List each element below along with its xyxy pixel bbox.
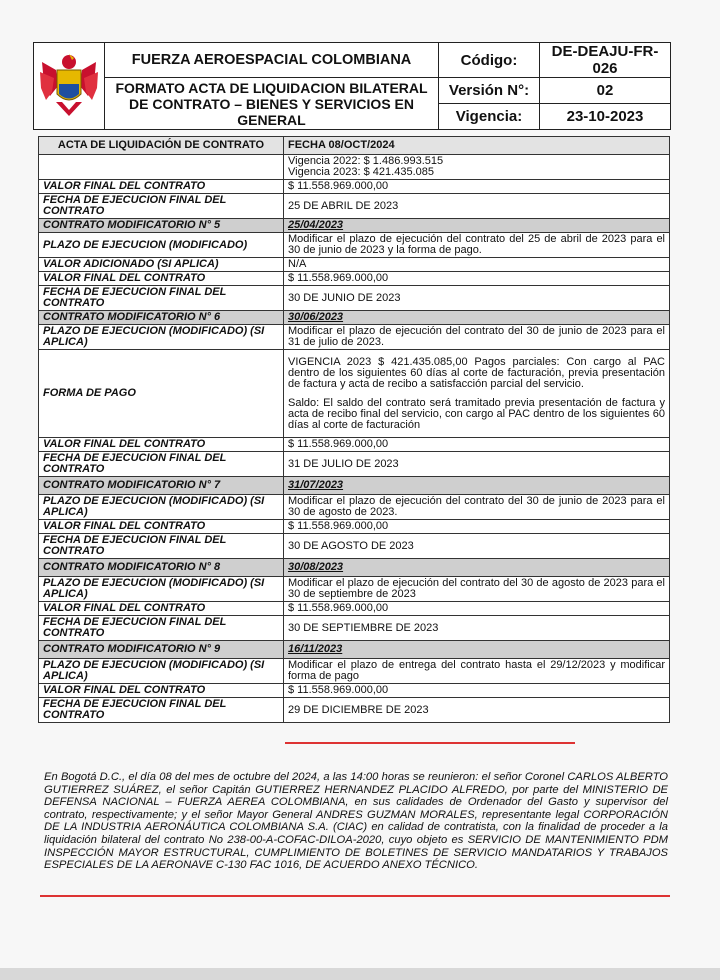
row-label: VALOR FINAL DEL CONTRATO: [39, 180, 284, 194]
row-value: $ 11.558.969.000,00: [284, 602, 670, 616]
table-row: [39, 219, 670, 233]
row-value: 30/06/2023: [284, 311, 670, 325]
form-title: FORMATO ACTA DE LIQUIDACION BILATERAL DE CONTRATO – BIENES Y SERVICIOS EN GENERAL: [105, 78, 439, 130]
forma-pago-saldo: Saldo: El saldo del contrato será tramitado previa presentación de factura y acta de recibo final del servicio, con cargo al PAC dentro de los siguientes 60 días al corte de facturación: [288, 396, 665, 431]
table-row: [39, 194, 670, 219]
document-header: [33, 42, 671, 130]
table-row: [39, 180, 670, 194]
row-label: FECHA DE EJECUCION FINAL DEL CONTRATO: [39, 452, 284, 477]
row-value: 30 DE AGOSTO DE 2023: [284, 534, 670, 559]
row-label: PLAZO DE EJECUCION (MODIFICADO) (SI APLICA): [39, 659, 284, 684]
table-row: [39, 684, 670, 698]
row-value: $ 11.558.969.000,00: [284, 180, 670, 194]
table-row: [39, 477, 670, 495]
row-label: FORMA DE PAGO: [39, 350, 284, 438]
row-label: VALOR FINAL DEL CONTRATO: [39, 438, 284, 452]
row-value: $ 11.558.969.000,00: [284, 272, 670, 286]
row-label: VALOR FINAL DEL CONTRATO: [39, 520, 284, 534]
table-row: [39, 325, 670, 350]
row-value: Modificar el plazo de ejecución del contrato del 25 de abril de 2023 para el 30 de junio de 2023 y la forma de pago.: [284, 233, 670, 258]
row-value: 30/08/2023: [284, 559, 670, 577]
row-label: VALOR FINAL DEL CONTRATO: [39, 684, 284, 698]
table-row: [39, 258, 670, 272]
row-value: 25/04/2023: [284, 219, 670, 233]
row-value: Modificar el plazo de ejecución del contrato del 30 de agosto de 2023 para el 30 de septiembre de 2023: [284, 577, 670, 602]
version-label: Versión N°:: [439, 78, 540, 104]
table-row: [39, 286, 670, 311]
row-value: Modificar el plazo de entrega del contrato hasta el 29/12/2023 y modificar forma de pago: [284, 659, 670, 684]
row-label: VALOR FINAL DEL CONTRATO: [39, 602, 284, 616]
row-value: [284, 155, 670, 180]
table-row: [39, 520, 670, 534]
table-row: [39, 452, 670, 477]
codigo-label: Código:: [439, 43, 540, 78]
codigo-value: DE-DEAJU-FR-026: [540, 43, 671, 78]
table-row: [39, 659, 670, 684]
table-row: [39, 233, 670, 258]
vigencia-value: 23-10-2023: [540, 104, 671, 130]
row-value: Modificar el plazo de ejecución del contrato del 30 de junio de 2023 para el 31 de julio de 2023.: [284, 325, 670, 350]
row-label: FECHA DE EJECUCION FINAL DEL CONTRATO: [39, 616, 284, 641]
row-label: FECHA DE EJECUCION FINAL DEL CONTRATO: [39, 194, 284, 219]
row-label: VALOR ADICIONADO (SI APLICA): [39, 258, 284, 272]
row-value: 30 DE JUNIO DE 2023: [284, 286, 670, 311]
row-value: N/A: [284, 258, 670, 272]
row-label: FECHA DE EJECUCION FINAL DEL CONTRATO: [39, 698, 284, 723]
forma-pago-parciales: VIGENCIA 2023 $ 421.435.085,00 Pagos parciales: Con cargo al PAC dentro de los siguientes 60 días al corte de facturación, previa presentación de factura y acta de recibo a satisfacción parcial del servicio.: [288, 355, 665, 390]
red-underline-mark: [285, 742, 575, 744]
row-value: $ 11.558.969.000,00: [284, 684, 670, 698]
row-label: CONTRATO MODIFICATORIO N° 7: [39, 477, 284, 495]
row-label: PLAZO DE EJECUCION (MODIFICADO) (SI APLICA): [39, 325, 284, 350]
vigencia-label: Vigencia:: [439, 104, 540, 130]
table-row: [39, 534, 670, 559]
logo-cell: [34, 43, 105, 130]
row-value: 30 DE SEPTIEMBRE DE 2023: [284, 616, 670, 641]
table-row: [39, 577, 670, 602]
table-row: [39, 698, 670, 723]
minutes-paragraph: En Bogotá D.C., el día 08 del mes de octubre del 2024, a las 14:00 horas se reunieron: el señor Coronel CARLOS ALBERTO GUTIERREZ SUÁREZ, el señor Capitán GUTIERREZ HERNANDEZ PLACIDO ALFREDO, por parte del MINISTERIO DE DEFENSA NACIONAL – FUERZA AEREA COLOMBIANA, en sus calidades de Ordenador del Gasto y supervisor del contrato, respectivamente; y el señor Mayor General ANDRES GUZMAN MORALES, representante legal CORPORACIÓN DE LA INDUSTRIA AERONÁUTICA COLOMBIANA S.A. (CIAC) en calidad de contratista, con la finalidad de proceder a la liquidación bilateral del contrato No 238-00-A-COFAC-DILOA-2020, cuyo objeto es SERVICIO DE MANTENIMIENTO PDM INSPECCIÓN MAYOR ESTRUCTURAL, CUMPLIMIENTO DE BOLETINES DE SERVICIO MANDATARIOS Y TRABAJOS ESPECIALES DE LA AERONAVE C-130 FAC 1016, DE ACUERDO ANEXO TÉCNICO.: [44, 771, 668, 872]
row-value: 25 DE ABRIL DE 2023: [284, 194, 670, 219]
table-row: [39, 438, 670, 452]
table-row: [39, 137, 670, 155]
org-name: FUERZA AEROESPACIAL COLOMBIANA: [105, 43, 439, 78]
table-row: [39, 350, 670, 438]
row-value: 29 DE DICIEMBRE DE 2023: [284, 698, 670, 723]
row-value: Modificar el plazo de ejecución del contrato del 30 de junio de 2023 para el 30 de agosto de 2023.: [284, 495, 670, 520]
act-date: FECHA 08/OCT/2024: [284, 137, 670, 155]
vigencia-2023: Vigencia 2023: $ 421.435.085: [288, 166, 434, 178]
bottom-bar: [0, 968, 720, 980]
row-label: [39, 155, 284, 180]
row-label: CONTRATO MODIFICATORIO N° 5: [39, 219, 284, 233]
table-row: [39, 559, 670, 577]
version-value: 02: [540, 78, 671, 104]
row-value: $ 11.558.969.000,00: [284, 520, 670, 534]
row-label: CONTRATO MODIFICATORIO N° 9: [39, 641, 284, 659]
row-label: PLAZO DE EJECUCION (MODIFICADO) (SI APLICA): [39, 495, 284, 520]
row-label: CONTRATO MODIFICATORIO N° 6: [39, 311, 284, 325]
table-row: [39, 155, 670, 180]
act-title: ACTA DE LIQUIDACIÓN DE CONTRATO: [39, 137, 284, 155]
table-row: [39, 602, 670, 616]
vigencia-2022: Vigencia 2022: $ 1.486.993.515: [288, 155, 444, 167]
table-row: [39, 272, 670, 286]
table-row: [39, 495, 670, 520]
row-label: FECHA DE EJECUCION FINAL DEL CONTRATO: [39, 534, 284, 559]
row-value: 31/07/2023: [284, 477, 670, 495]
table-row: [39, 311, 670, 325]
row-label: FECHA DE EJECUCION FINAL DEL CONTRATO: [39, 286, 284, 311]
row-label: PLAZO DE EJECUCION (MODIFICADO): [39, 233, 284, 258]
row-value: 16/11/2023: [284, 641, 670, 659]
row-label: PLAZO DE EJECUCION (MODIFICADO) (SI APLICA): [39, 577, 284, 602]
row-value: [284, 350, 670, 438]
red-underline-mark: [40, 895, 670, 897]
table-row: [39, 616, 670, 641]
table-row: [39, 641, 670, 659]
fac-eagle-logo-icon: [38, 50, 100, 122]
liquidation-table: [38, 136, 670, 723]
row-label: CONTRATO MODIFICATORIO N° 8: [39, 559, 284, 577]
row-value: 31 DE JULIO DE 2023: [284, 452, 670, 477]
row-value: $ 11.558.969.000,00: [284, 438, 670, 452]
row-label: VALOR FINAL DEL CONTRATO: [39, 272, 284, 286]
